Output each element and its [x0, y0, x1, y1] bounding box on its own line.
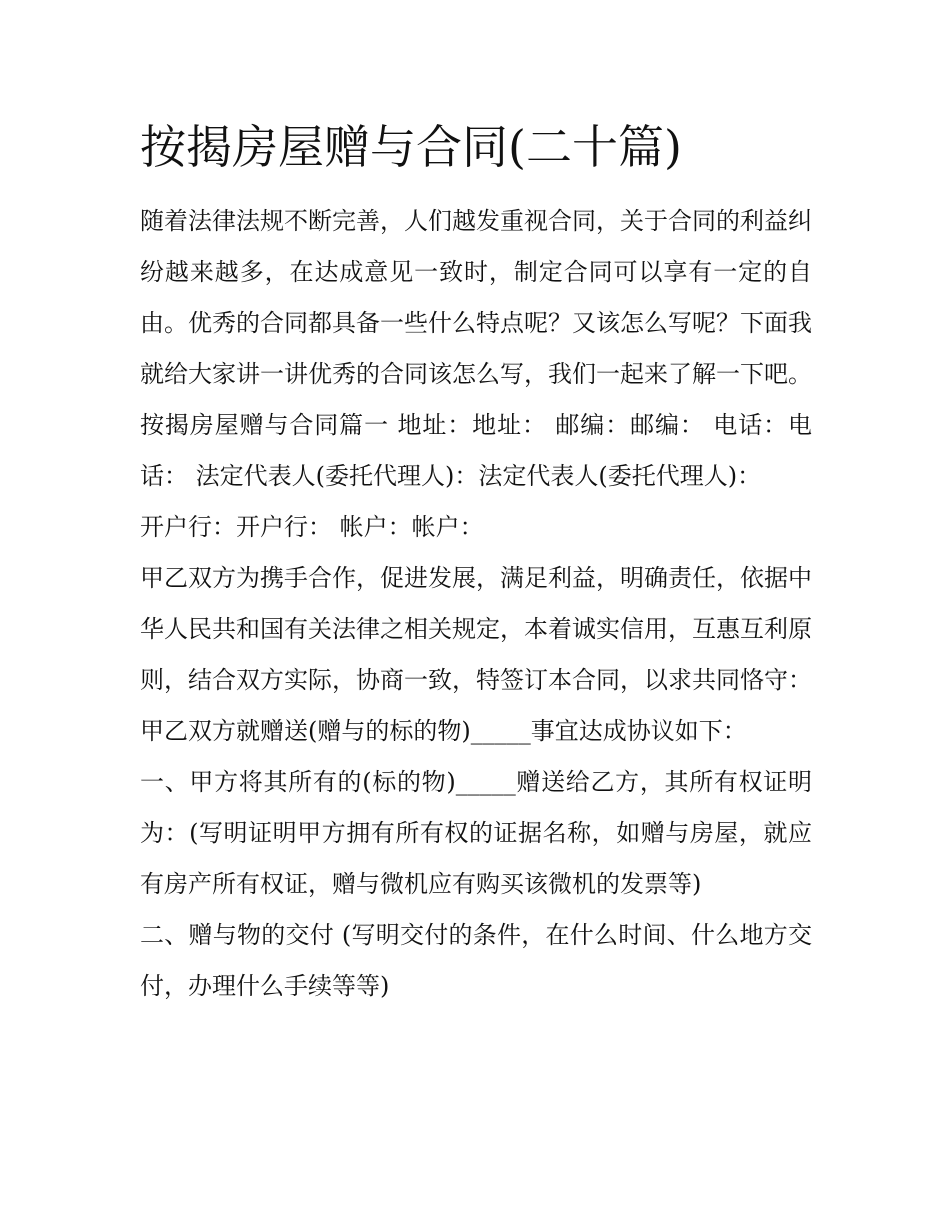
document-title: 按揭房屋赠与合同(二十篇): [140, 120, 682, 174]
clause-two-paragraph: 二、赠与物的交付 (写明交付的条件，在什么时间、什么地方交付，办理什么手续等等): [140, 921, 812, 1000]
bank-account-paragraph: 开户行：开户行： 帐户：帐户：: [140, 513, 484, 541]
clause-one-paragraph: 一、甲方将其所有的(标的物)_____赠送给乙方，其所有权证明为：(写明证明甲方拥有所有权的证据名称，如赠与房屋，就应有房产所有权证，赠与微机应有购买该微机的发票等): [140, 768, 812, 898]
document-body: [140, 196, 812, 1012]
agreement-purpose-paragraph: 甲乙双方为携手合作，促进发展，满足利益，明确责任，依据中华人民共和国有关法律之相关规定，本着诚实信用，互惠互利原则，结合双方实际，协商一致，特签订本合同，以求共同恪守：: [140, 564, 812, 694]
party-info-paragraph: 按揭房屋赠与合同篇一 地址：地址： 邮编：邮编： 电话：电话： 法定代表人(委托代理人)：法定代表人(委托代理人)：: [140, 411, 812, 490]
intro-paragraph: 随着法律法规不断完善，人们越发重视合同，关于合同的利益纠纷越来越多，在达成意见一致时，制定合同可以享有一定的自由。优秀的合同都具备一些什么特点呢？又该怎么写呢？下面我就给大家讲一讲优秀的合同该怎么写，我们一起来了解一下吧。: [140, 207, 812, 388]
gift-subject-paragraph: 甲乙双方就赠送(赠与的标的物)_____事宜达成协议如下：: [140, 717, 747, 745]
